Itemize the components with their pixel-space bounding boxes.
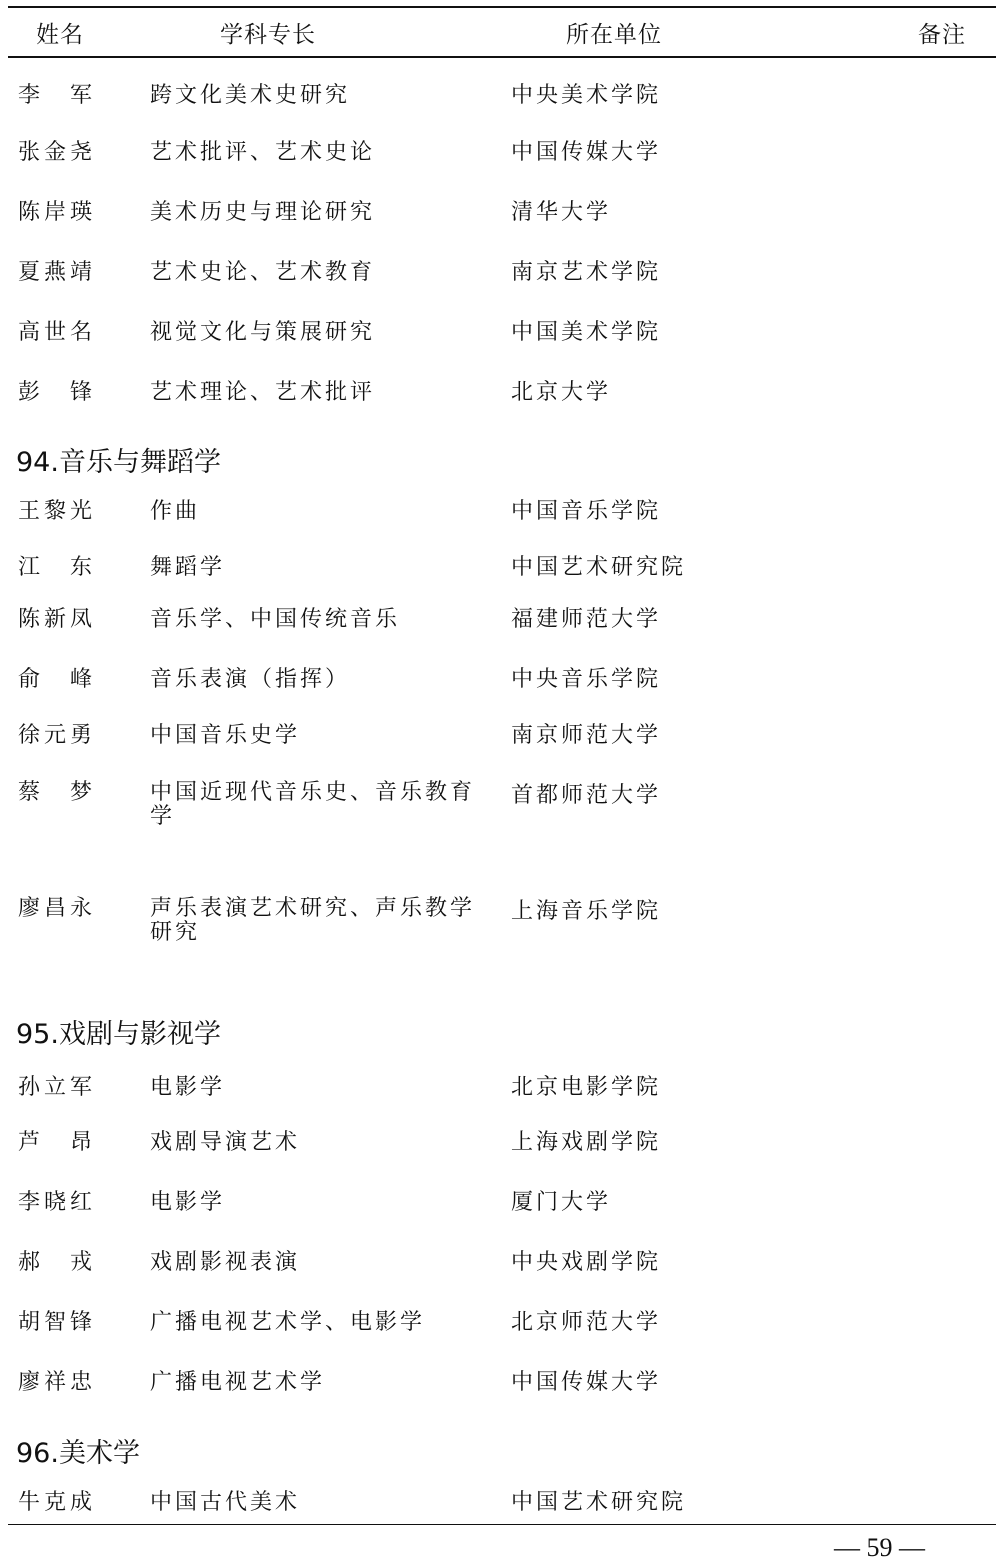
page-number: — 59 — [834, 1533, 925, 1562]
row-specialty: 中国音乐史学 [150, 723, 301, 748]
row-unit: 北京师范大学 [511, 1310, 662, 1335]
row-name: 郝 戎 [18, 1250, 97, 1275]
row-unit: 中国美术学院 [511, 320, 662, 345]
section-title-95: 95.戏剧与影视学 [16, 1019, 221, 1050]
row-specialty: 艺术史论、艺术教育 [150, 260, 376, 285]
row-name: 俞 峰 [18, 667, 97, 692]
row-unit: 上海音乐学院 [511, 899, 662, 924]
row-specialty: 艺术理论、艺术批评 [150, 380, 376, 405]
row-specialty: 戏剧影视表演 [150, 1250, 301, 1275]
row-unit: 北京电影学院 [511, 1075, 662, 1100]
row-name: 江 东 [18, 555, 97, 580]
column-header-specialty: 学科专长 [220, 22, 316, 48]
row-specialty: 音乐表演（指挥） [150, 667, 351, 692]
row-unit: 中央戏剧学院 [511, 1250, 662, 1275]
top-rule [8, 6, 996, 8]
row-name: 廖祥忠 [18, 1370, 97, 1395]
row-specialty: 视觉文化与策展研究 [150, 320, 376, 345]
row-unit: 中国艺术研究院 [511, 1490, 687, 1515]
row-specialty: 声乐表演艺术研究、声乐教学研究 [150, 896, 476, 945]
row-unit: 上海戏剧学院 [511, 1130, 662, 1155]
row-unit: 清华大学 [511, 200, 612, 225]
row-name: 廖昌永 [18, 896, 97, 921]
row-unit: 首都师范大学 [511, 783, 662, 808]
row-specialty: 舞蹈学 [150, 555, 226, 580]
row-name: 徐元勇 [18, 723, 97, 748]
row-unit: 中国传媒大学 [511, 140, 662, 165]
row-unit: 北京大学 [511, 380, 612, 405]
row-unit: 厦门大学 [511, 1190, 612, 1215]
row-unit: 福建师范大学 [511, 607, 662, 632]
row-name: 彭 锋 [18, 380, 97, 405]
row-unit: 中央音乐学院 [511, 667, 662, 692]
row-specialty: 美术历史与理论研究 [150, 200, 376, 225]
row-specialty: 艺术批评、艺术史论 [150, 140, 376, 165]
row-unit: 中国艺术研究院 [511, 555, 687, 580]
row-specialty: 作曲 [150, 499, 201, 524]
row-unit: 南京艺术学院 [511, 260, 662, 285]
row-name: 李 军 [18, 83, 97, 108]
row-specialty: 广播电视艺术学 [150, 1370, 326, 1395]
column-header-name: 姓名 [36, 22, 84, 48]
row-specialty: 音乐学、中国传统音乐 [150, 607, 401, 632]
row-name: 张金尧 [18, 140, 97, 165]
row-specialty: 广播电视艺术学、电影学 [150, 1310, 426, 1335]
header-rule [8, 56, 996, 58]
row-specialty: 中国古代美术 [150, 1490, 301, 1515]
row-name: 孙立军 [18, 1075, 97, 1100]
row-unit: 南京师范大学 [511, 723, 662, 748]
row-unit: 中国音乐学院 [511, 499, 662, 524]
row-name: 蔡 梦 [18, 780, 97, 805]
row-name: 陈岸瑛 [18, 200, 97, 225]
row-name: 陈新凤 [18, 607, 97, 632]
section-title-96: 96.美术学 [16, 1438, 140, 1469]
row-specialty: 戏剧导演艺术 [150, 1130, 301, 1155]
row-unit: 中国传媒大学 [511, 1370, 662, 1395]
row-name: 芦 昂 [18, 1130, 97, 1155]
column-header-unit: 所在单位 [566, 22, 662, 48]
section-title-94: 94.音乐与舞蹈学 [16, 447, 221, 478]
row-specialty: 电影学 [150, 1190, 226, 1215]
row-name: 胡智锋 [18, 1310, 97, 1335]
row-specialty: 跨文化美术史研究 [150, 83, 351, 108]
column-header-note: 备注 [918, 22, 966, 48]
row-name: 夏燕靖 [18, 260, 97, 285]
bottom-rule [8, 1524, 996, 1525]
row-unit: 中央美术学院 [511, 83, 662, 108]
row-name: 高世名 [18, 320, 97, 345]
row-specialty: 电影学 [150, 1075, 226, 1100]
row-name: 李晓红 [18, 1190, 97, 1215]
row-name: 牛克成 [18, 1490, 97, 1515]
row-specialty: 中国近现代音乐史、音乐教育学 [150, 780, 476, 829]
row-name: 王黎光 [18, 499, 97, 524]
